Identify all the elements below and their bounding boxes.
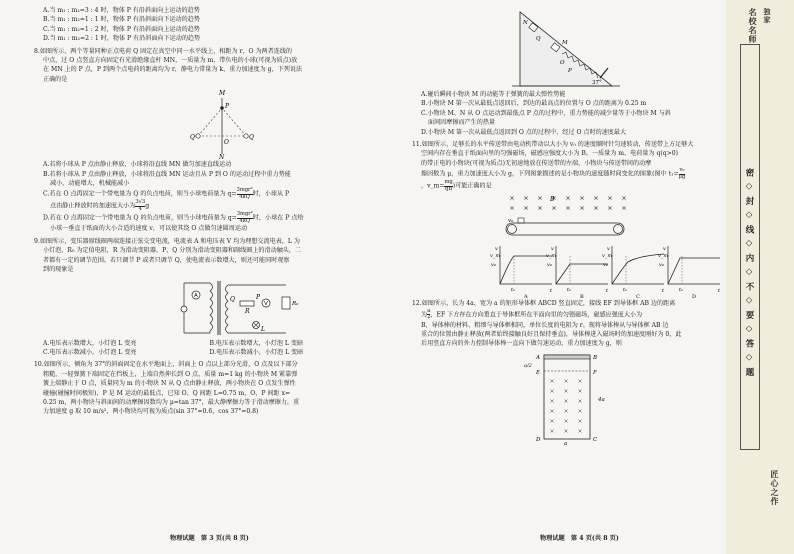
vt-graph-d [658,246,721,300]
graph-v-label: v [607,246,610,253]
field-cross [552,207,555,210]
graph-vm-label: v_m [546,253,557,260]
q8-options [34,160,376,234]
binding-strip [726,0,794,554]
vt-graph-c [602,246,665,300]
incline [520,12,612,86]
velocity-time-graphs [412,240,721,301]
label-v0: v₀ [508,218,514,225]
field-cross [551,379,554,382]
resistor-r0 [282,297,290,309]
question-8 [34,47,376,85]
q11-line: 空间内存在垂直于纸面向里的匀强磁场，磁感应强度大小为 B。一质量为 m、电荷量为 q(q>0) [421,150,678,158]
q10-line: 0.25 m，两小物块与斜面间的动摩擦因数均为 μ=tan 37°，最大静摩擦力等于滑动摩擦力，重 [43,398,300,406]
field-cross [524,197,527,200]
graph-curve [500,256,552,284]
label-n: N [523,20,528,26]
frame-diagram [412,349,720,445]
graph-t-label: t [718,288,721,295]
field-cross [622,197,625,200]
field-cross [551,389,554,392]
seal-warning: 密◇封◇线◇内◇不◇要◇答◇题 [744,168,754,381]
field-cross [524,207,527,210]
voltmeter-label: V [264,300,268,307]
q10-option-d: D.小物块 M 第一次从最低点返回到 O 点的过程中，经过 O 点时的速度最大 [421,128,627,136]
field-cross [565,429,568,432]
q9-line: 到的现象是 [43,266,74,274]
q9-line: 9.如图所示，变压器原线圈两端连接正弦交变电流，电流表 A 和电压表 V 均为理想交流电表，L 为 [34,237,301,245]
field-cross [565,389,568,392]
graph-vm-label: v_m [490,253,501,260]
graph-curve [612,254,664,284]
left-roller [508,225,517,234]
graph-v0-label: v₀ [603,262,608,269]
q9-figure [34,275,376,339]
field-cross [566,197,569,200]
graph-v-label: v [551,246,554,253]
strip-title2: 独家 [763,8,772,24]
label-b: B [550,196,555,204]
graph-vm-label: v_m [602,253,613,260]
q10-line: 力加速度 g 取 10 m/s²，两小物块均可视为质点(sin 37°=0.6，cos 37°=0.8) [43,408,259,416]
label-r0: R₀ [292,300,299,307]
label-q: Q [536,36,541,42]
field-cross [565,379,568,382]
q10-option-a: A.碰后瞬间小物块 M 的动能等于弹簧的最大弹性势能 [421,91,566,98]
q8-line: 中点，过 O 点竖直方向固定有光滑绝缘直杆 MN，一质量为 m、带负电的小球(可视为质点)放 [43,57,298,65]
field-cross [579,389,582,392]
graph-curve [668,258,720,284]
label-b: B [593,354,598,361]
question-9 [34,237,376,275]
right-roller [614,225,623,234]
graph-option-label: A [524,294,528,301]
q7-option-b: B.当 m₁ : m₂=1 : 1 时，物体 P 有沿斜面向下运动的趋势 [43,16,200,24]
q12-line: 后用竖直方向的外力控制导体棒一直向下做匀速运动，重力加速度为 g，则 [421,340,622,348]
label-angle: 37° [592,80,602,86]
graph-t-label: t [550,288,553,295]
field-cross [580,207,583,210]
magnetic-field-crosses [510,197,625,210]
q7-option-c: C.当 m₁ : m₂=1 : 2 时，物体 P 有沿斜面向上运动的趋势 [43,25,200,33]
q12-line: 12.如图所示，长为 4a、宽为 a 的矩形导体框 ABCD 竖直固定，接线 EF 到导体框 AB 边的距离 [412,300,676,308]
graph-axes [556,246,608,284]
graph-vm-label: v_m [658,253,669,260]
graph-v0-label: v₀ [491,262,496,269]
field-cross [579,429,582,432]
q9-options-row1 [34,339,376,348]
label-4a: 4a [598,396,605,403]
field-cross [608,207,611,210]
label-r: R [245,307,250,315]
graph-t-label: t [606,288,609,295]
graph-t1-label: t₁ [567,287,572,294]
q11-line: 的带正电的小物块(可视为质点)无初速地放在传送带的左端，小物块与传送带间的动摩 [421,159,652,167]
field-crosses-lower [551,379,582,432]
q9-line: 者都有一定的调节范围。若只调节 P 或者只调节 Q，使电流表示数增大，则还可能同时观察 [43,256,290,264]
graph-t1-label: t₁ [679,287,684,294]
graph-v-label: v [495,246,498,253]
conductor-rod [544,355,590,359]
label-o: O [224,139,229,147]
label-l: L [261,325,265,333]
field-cross [608,197,611,200]
field-cross [538,197,541,200]
label-f: F [593,369,597,376]
ac-source [181,306,187,312]
field-cross [579,419,582,422]
vt-graph-b [546,246,609,300]
graph-v0-label: v₀ [659,262,664,269]
graph-t-label: t [662,288,665,295]
q9-option-c: C.电压表示数减小，小灯泡 L 变亮 [43,348,137,356]
q8-option-c: C.若在 O 点再固定一个带电量为 Q 的负点电荷，则当小球电荷量为 q= $\frac{\text{3mgr²}}{4kQ}$ 时，小球从 P [43,187,290,201]
q8-option-b-cont: 减小，动能增大，机械能减小 [50,180,130,188]
vt-graph-a [490,246,553,300]
stopper [600,68,608,78]
charge-q-left [196,134,200,138]
label-q: Q [230,295,235,303]
q10-line: 簧上端静止于 O 点，质量同为 m 的小物块 N 从 Q 点由静止释放，两小物块在 O 点发生弹性 [43,380,296,388]
graph-v0-label: v₀ [547,262,552,269]
label-q-left: Q [190,134,195,142]
label-c: C [593,436,598,443]
field-cross [579,409,582,412]
field-cross [565,419,568,422]
q12-line: 重合的位置由静止释放(两者始终接触良好且保持垂直)，导体棒进入磁场时的加速度刚好为 0，此 [421,331,682,339]
field-cross [551,419,554,422]
q10-options [412,90,720,137]
q8-line: 8.如图所示，两个等量同种正点电荷 Q 固定在真空中同一水平线上，相距为 r，O 为两者连线的 [34,47,293,55]
graph-option-label: D [692,294,697,301]
label-a: A [536,354,540,361]
q7-option-d: D.当 m₁ : m₂=2 : 1 时，物体 P 有沿斜面向下运动的趋势 [43,35,201,43]
conveyor-diagram [412,192,720,240]
q11-line: 11.如图所示，足够长的水平传送带由电动机带动以大小为 v₀ 的速度顺时针匀速转动，传送带上方足够大 [412,141,694,149]
q12-line: 为 $\frac{a}{2}$ ，EF 下方存在方向垂直于导体框所在平面向里的匀强磁场，磁感应强度大小为 [421,307,643,321]
q10-option-c-cont: 面间因摩擦而产生的热量 [428,119,496,127]
q8-line: 正确的是 [43,75,68,83]
q10-line: 10.如图所示，倾角为 37°的斜面固定在水平地面上，斜面上 O 点以上部分光滑，O 点及以下部分 [34,361,298,369]
transformer-circuit [34,275,376,339]
q9-option-a: A.电压表示数增大，小灯泡 L 变亮 [43,339,137,347]
field-cross [566,207,569,210]
q8-option-d-cont: 小球一垂直于纸面的大小合适的速度 v，可以使其绕 O 点做匀速圆周运动 [50,225,248,233]
label-a-width: a [564,440,568,447]
strip-motto: 匠心之作 [770,470,780,506]
graph-axes [612,246,664,284]
field-cross [538,207,541,210]
q11-graphs [412,240,721,301]
q9-option-b: B.电压表示数增大，小灯泡 L 变暗 [209,339,304,347]
charge-q-right [244,134,248,138]
field-cross [551,409,554,412]
q9-options-row2 [34,348,376,357]
field-cross [510,197,513,200]
q11-line: ，v_m= $\frac{mg}{qB}$ )可能正确的是 [421,179,492,192]
rheostat-r [240,301,254,306]
primary-coil [210,283,213,333]
field-cross [551,429,554,432]
q8-line: 在 MN 上的 P 点，P 到两个点电荷的距离均为 r，静电力常量为 k，重力加速度为 g，下列说法 [43,66,303,74]
label-q-right: Q [249,134,254,142]
charges-diagram [34,84,376,160]
strip-title: 名校名师 [748,8,758,44]
footer-page-3: 物理试题 第 3 页(共 8 页) [170,535,249,542]
field-cross [551,399,554,402]
field-cross [622,207,625,210]
ammeter-label: A [194,292,198,299]
field-cross [580,197,583,200]
q12-figure [412,349,720,445]
graph-axes [668,246,720,284]
field-cross [510,207,513,210]
q10-line: 碰撞(碰撞时间极短)，P 是 M 运动的最低点，已知 O、Q 间距 L=0.75 m，O、P 间距 x= [43,389,291,397]
q8-option-b: B.若将小球从 P 点由静止释放，小球将沿直线 MN 运动且从 P 到 O 的运动过程中重力势能 [43,170,291,178]
field-cross [579,379,582,382]
q8-option-a: A.若将小球从 P 点由静止释放，小球将沿直线 MN 做匀加速直线运动 [43,161,232,169]
question-11 [412,140,720,192]
q10-figure [412,6,720,90]
field-cross [594,207,597,210]
label-p: P [568,68,572,74]
graph-axes [500,246,552,284]
q10-option-b: B.小物块 M 第一次从最低点返回后，到达的最高点的位置与 O 点的距离为 0.25 m [421,100,647,108]
q9-option-d: D.电压表示数减小，小灯泡 L 变暗 [209,348,304,356]
label-m: M [219,90,226,98]
label-n: N [219,154,225,162]
incline-spring-diagram [412,6,720,90]
field-cross [565,399,568,402]
field-cross [579,399,582,402]
q11-line: 擦因数为 μ，重力加速度大小为 g，下列图象描述的是小物块的速度随时间变化的图象(图中 t₁= $\frac{\text{v₀}}{\mu g}$ [421,167,686,180]
field-cross [594,197,597,200]
label-e: E [536,369,541,376]
label-o: O [560,60,565,66]
question-10 [34,360,376,416]
label-p: P [225,103,230,111]
field-cross [565,409,568,412]
ball-p [220,106,224,110]
q8-figure [34,84,376,160]
label-p2: P [256,293,261,301]
label-m: M [562,40,568,46]
q8-option-d: D.若在 O 点再固定一个带电量为 Q 的负点电荷，则当小球电荷量为 q= $\frac{\text{3mgr²}}{4kQ}$ 时，小球在 P 点给 [43,211,304,225]
q10-line: 粗糙，一轻弹簧下端固定在挡板上，上端自然伸长到 O 点，质量 m=1 kg 的小物块 M 紧靠弹 [43,370,298,378]
graph-t1-label: t₁ [623,287,628,294]
q11-figure [412,192,720,240]
q12-line: B，导体棒的材料、粗细与导体框相同，单位长度的电阻为 r。现将导体棒从与导体框 AB 边 [421,321,669,329]
q10-option-c: C.小物块 M、N 从 O 点运动到最低点 P 点的过程中，重力势能的减少量等于小物块 M 与斜 [421,109,671,117]
graph-option-label: C [636,294,640,301]
q9-line: 小灯泡，R₀ 为定值电阻，R 为滑动变阻器，P、Q 分别为滑动变阻器和副线圈上的滑动触头，二 [43,247,302,255]
q8-option-c-cont: 点由静止释放时的加速度大小为 $\frac{3√3}{4}$ g [50,199,150,213]
label-half-a: a/2 [524,362,532,369]
frame-abcd [544,355,590,439]
graph-curve [556,264,608,284]
secondary-coil [226,285,229,333]
right-column [412,6,720,445]
footer-page-4: 物理试题 第 4 页(共 8 页) [540,535,619,542]
q7-option-a: A.当 m₁ : m₂=3 : 4 时，物体 P 有沿斜面向上运动的趋势 [43,7,200,14]
question-12 [412,299,720,349]
block [518,218,524,223]
graph-v-label: v [663,246,666,253]
label-d: D [536,436,541,443]
graph-option-label: B [580,294,584,301]
conveyor-belt [506,223,624,235]
left-column [34,6,376,417]
graph-t1-label: t₁ [511,287,516,294]
